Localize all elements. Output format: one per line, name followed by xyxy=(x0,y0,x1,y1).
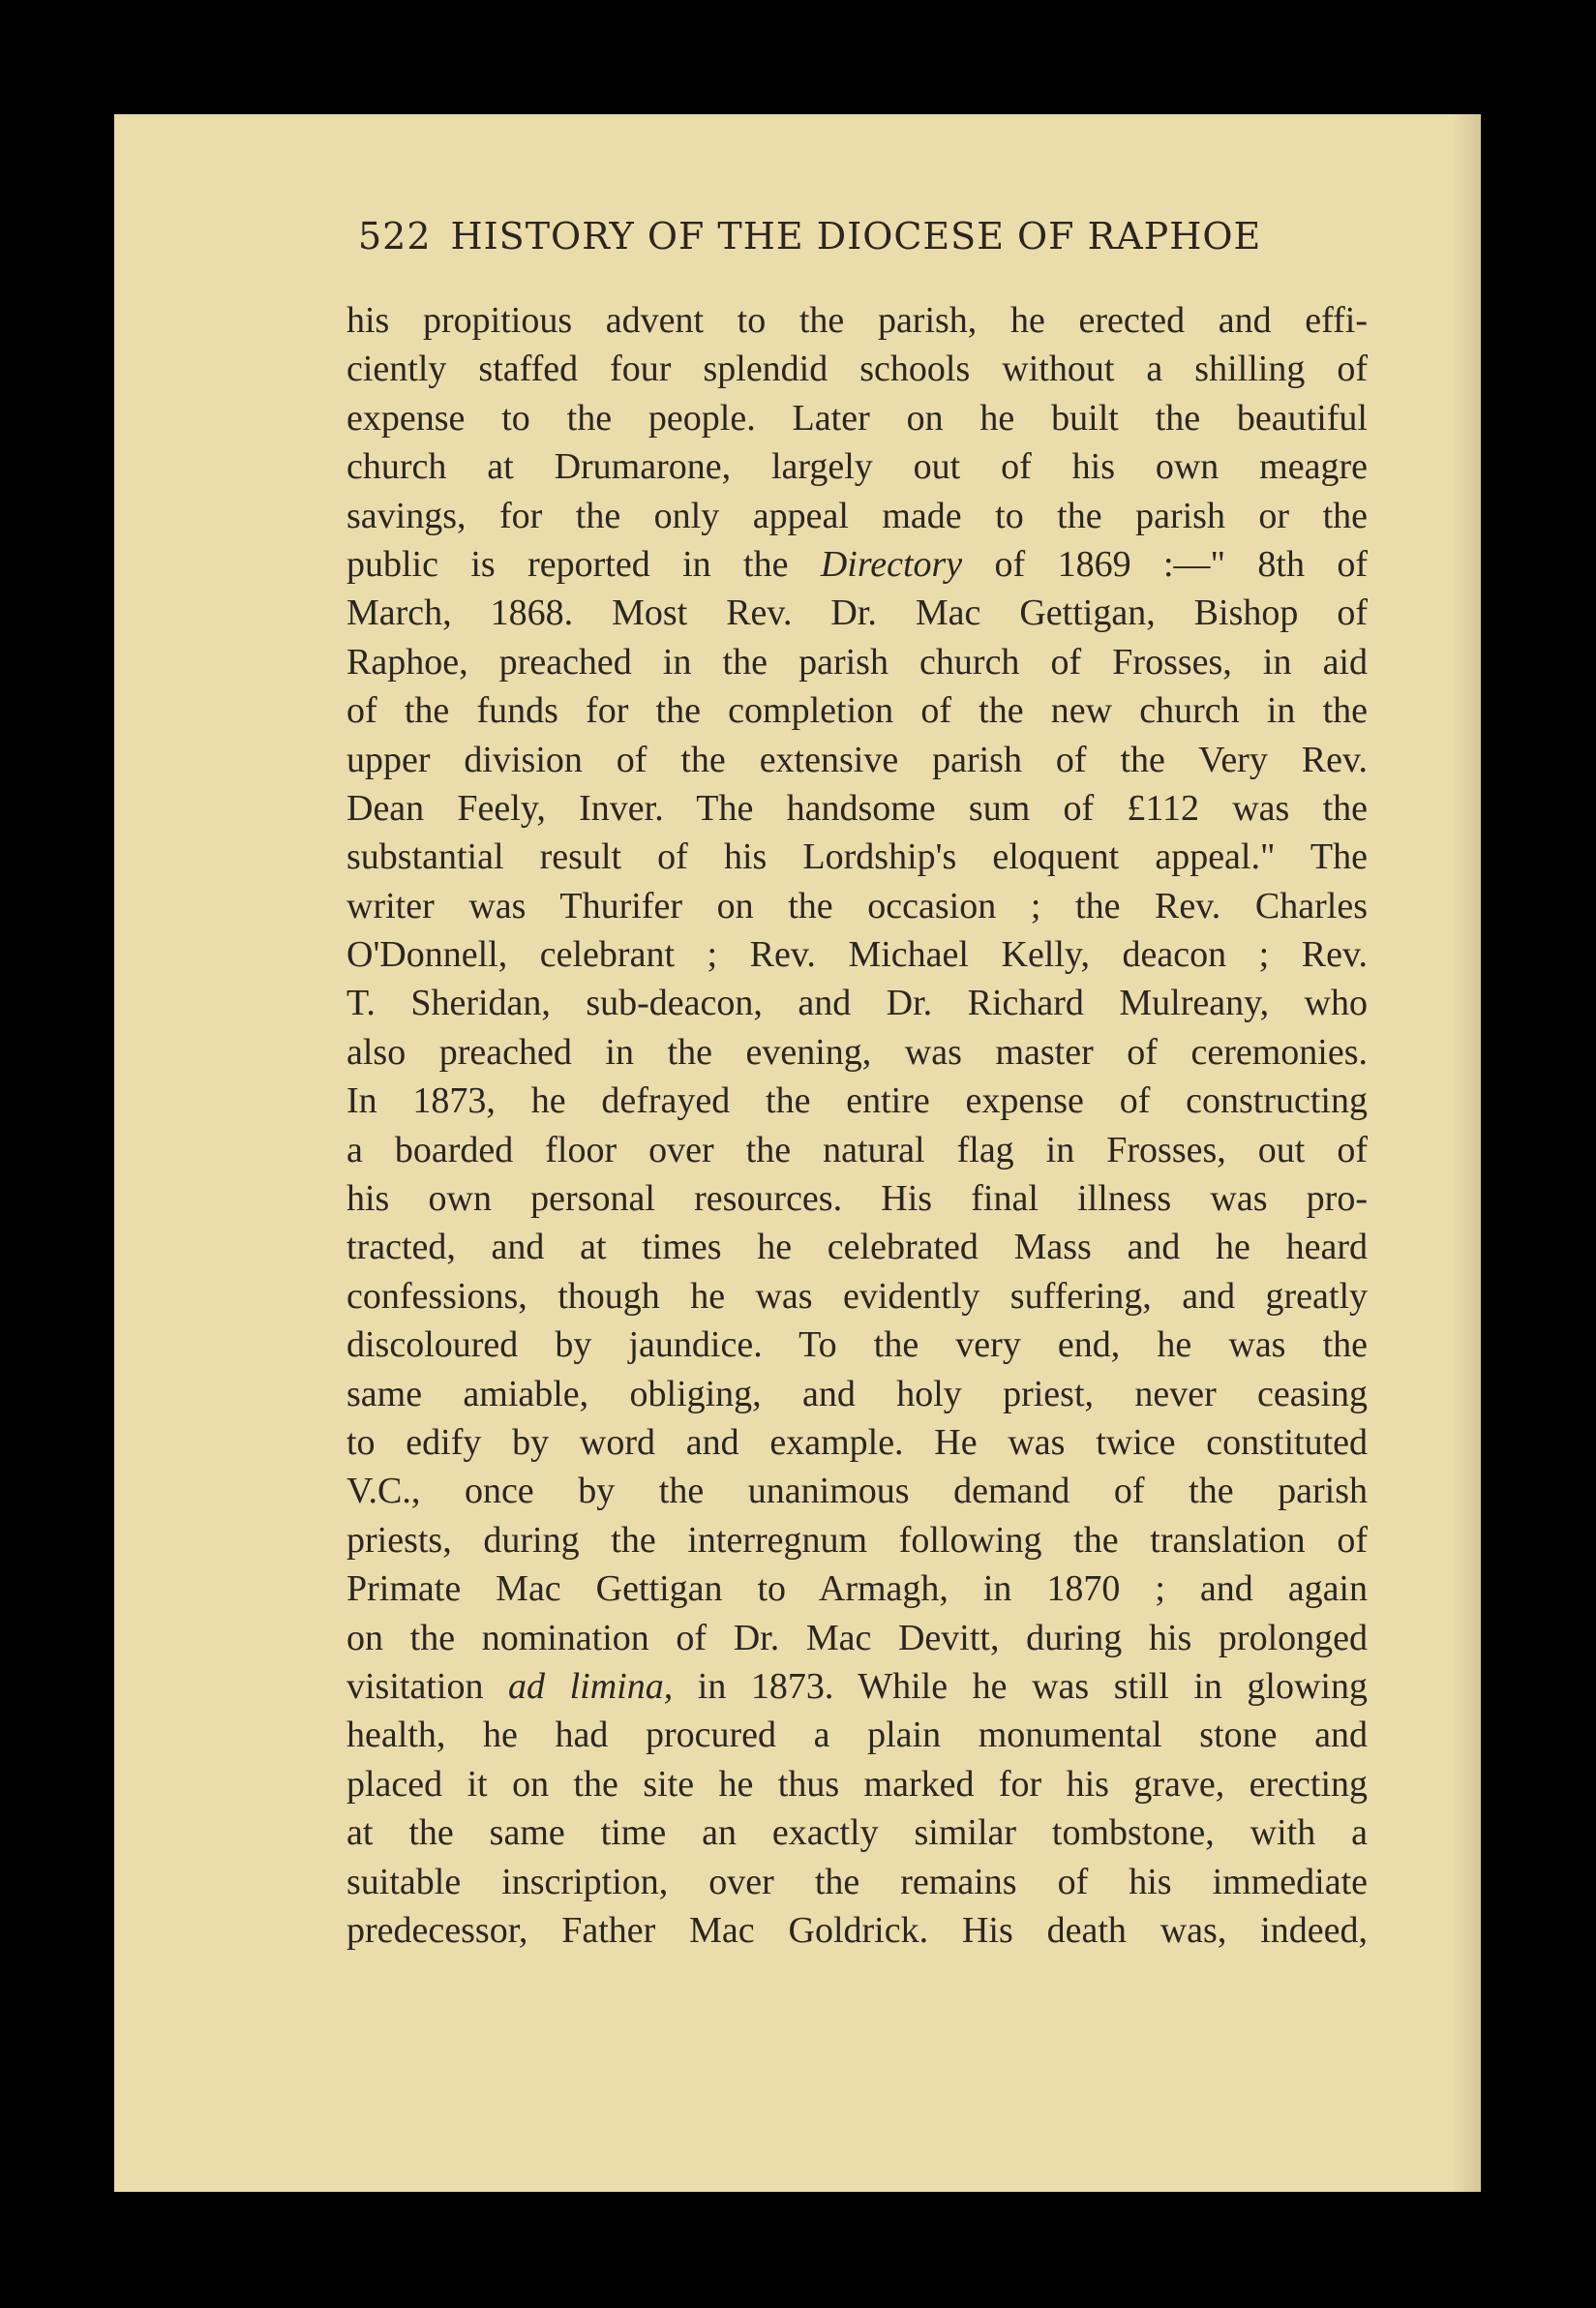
running-title: HISTORY OF THE DIOCESE OF RAPHOE xyxy=(450,215,1262,258)
text-line xyxy=(346,1662,1368,1711)
text-line: expense to the people. Later on he built the beautiful xyxy=(346,397,1368,439)
text-line: T. Sheridan, sub-deacon, and Dr. Richard Mulreany, who xyxy=(346,983,1368,1024)
text-line: March, 1868. Most Rev. Dr. Mac Gettigan, Bishop of xyxy=(346,592,1368,634)
text-line: placed it on the site he thus marked for his grave, erecting xyxy=(346,1763,1368,1805)
text-line: writer was Thurifer on the occasion ; the Rev. Charles xyxy=(346,885,1368,926)
text-line: of the funds for the completion of the new church in the xyxy=(346,690,1368,732)
book-page xyxy=(114,114,1481,2192)
text-segment: in 1873. While he was still in glowing xyxy=(673,1665,1368,1707)
text-line: predecessor, Father Mac Goldrick. His death was, indeed, xyxy=(346,1909,1368,1951)
text-segment: of 1869 :—" 8th of xyxy=(962,543,1368,585)
text-line: suitable inscription, over the remains of his immediate xyxy=(346,1861,1368,1902)
text-segment: public is reported in the xyxy=(346,543,789,585)
italic-phrase-ad-limina: ad limina, xyxy=(508,1665,674,1707)
text-line: Raphoe, preached in the parish church of Frosses, in aid xyxy=(346,641,1368,683)
text-line: In 1873, he defrayed the entire expense of constructing xyxy=(346,1080,1368,1122)
text-line: Dean Feely, Inver. The handsome sum of £112 was the xyxy=(346,787,1368,829)
text-line: his own personal resources. His final illness was pro- xyxy=(346,1178,1368,1220)
text-line: savings, for the only appeal made to the parish or the xyxy=(346,495,1368,536)
text-segment: visitation xyxy=(346,1665,484,1707)
text-line: his propitious advent to the parish, he erected and effi- xyxy=(346,300,1368,341)
text-line: ciently staffed four splendid schools without a shilling of xyxy=(346,349,1368,390)
text-line: priests, during the interregnum following the translation of xyxy=(346,1519,1368,1561)
text-line: also preached in the evening, was master of ceremonies. xyxy=(346,1031,1368,1073)
text-line: on the nomination of Dr. Mac Devitt, during his prolonged xyxy=(346,1617,1368,1658)
italic-title-directory: Directory xyxy=(820,543,963,585)
text-line: discoloured by jaundice. To the very end, he was the xyxy=(346,1324,1368,1366)
text-line: church at Drumarone, largely out of his own meagre xyxy=(346,446,1368,488)
text-line: a boarded floor over the natural flag in Frosses, out of xyxy=(346,1129,1368,1170)
text-line: at the same time an exactly similar tombstone, with a xyxy=(346,1812,1368,1854)
text-line: to edify by word and example. He was twice constituted xyxy=(346,1421,1368,1463)
text-line: Primate Mac Gettigan to Armagh, in 1870 ; and again xyxy=(346,1568,1368,1610)
text-line: health, he had procured a plain monumental stone and xyxy=(346,1715,1368,1756)
text-line: upper division of the extensive parish of the Very Rev. xyxy=(346,739,1368,780)
text-line: O'Donnell, celebrant ; Rev. Michael Kelly, deacon ; Rev. xyxy=(346,934,1368,976)
text-line: V.C., once by the unanimous demand of the parish xyxy=(346,1471,1368,1512)
body-text xyxy=(346,296,1368,1955)
text-line: same amiable, obliging, and holy priest, never ceasing xyxy=(346,1373,1368,1414)
page-number: 522 xyxy=(358,215,432,258)
text-line: substantial result of his Lordship's eloquent appeal." The xyxy=(346,836,1368,878)
text-line: confessions, though he was evidently suffering, and greatly xyxy=(346,1275,1368,1317)
text-line: tracted, and at times he celebrated Mass and he heard xyxy=(346,1227,1368,1268)
text-line xyxy=(346,540,1368,589)
running-header xyxy=(358,215,1442,258)
